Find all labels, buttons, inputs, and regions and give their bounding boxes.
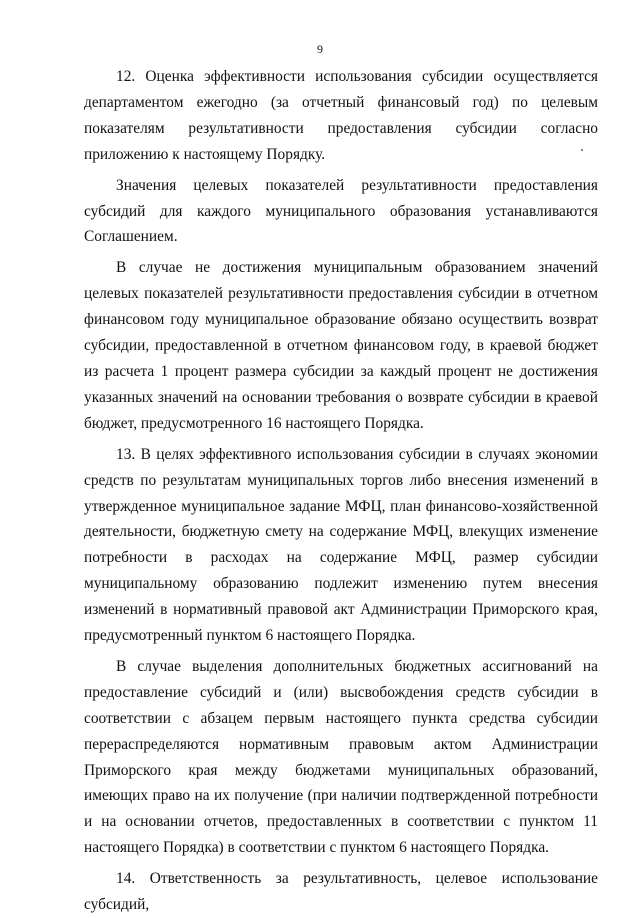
document-body <box>84 64 598 918</box>
paragraph-13-efficiency: 13. В целях эффективного использования субсидии в случаях экономии средств по результатам муниципальных торгов либо внесения изменений в утвержденное муниципальное задание МФЦ, план финансово-хозяйственной деятельности, бюджетную смету на содержание МФЦ, влекущих изменение потребности в расходах на содержание МФЦ, размер субсидии муниципальному образованию подлежит изменению путем внесения изменений в нормативный правовой акт Администрации Приморского края, предусмотренный пунктом 6 настоящего Порядка. <box>84 445 598 645</box>
paragraph-12-evaluation: 12. Оценка эффективности использования субсидии осуществляется департаментом ежегодно (за отчетный финансовый год) по целевым показателям результативности предоставления субсидии согласно приложению к настоящему Порядку. <box>84 68 598 163</box>
paragraph-14-responsibility: 14. Ответственность за результативность, целевое использование субсидий, <box>84 870 598 914</box>
paragraph-redistribution: В случае выделения дополнительных бюджетных ассигнований на предоставление субсидий и (или) высвобождения средств субсидии в соответствии с абзацем первым настоящего пункта средства субсидии перераспределяются нормативным правовым актом Администрации Приморского края между бюджетами муниципальных образований, имеющих право на их получение (при наличии подтвержденной потребности и на основании отчетов, предоставленных в соответствии с пунктом 11 настоящего Порядка) в соответствии с пунктом 6 настоящего Порядка. <box>84 657 598 857</box>
page-number: 9 <box>317 42 323 56</box>
paragraph-subsidy-return: В случае не достижения муниципальным образованием значений целевых показателей результативности предоставления субсидии в отчетном финансовом году муниципальное образование обязано осуществить возврат субсидии, предоставленной в отчетном финансовом году, в краевой бюджет из расчета 1 процент размера субсидии за каждый процент не достижения указанных значений на основании требования о возврате субсидии в краевой бюджет, предусмотренного 16 настоящего Порядка. <box>84 259 598 432</box>
paragraph-target-values: Значения целевых показателей результативности предоставления субсидий для каждого муниципального образования устанавливаются Соглашением. <box>84 176 598 246</box>
scan-speck <box>581 149 583 151</box>
